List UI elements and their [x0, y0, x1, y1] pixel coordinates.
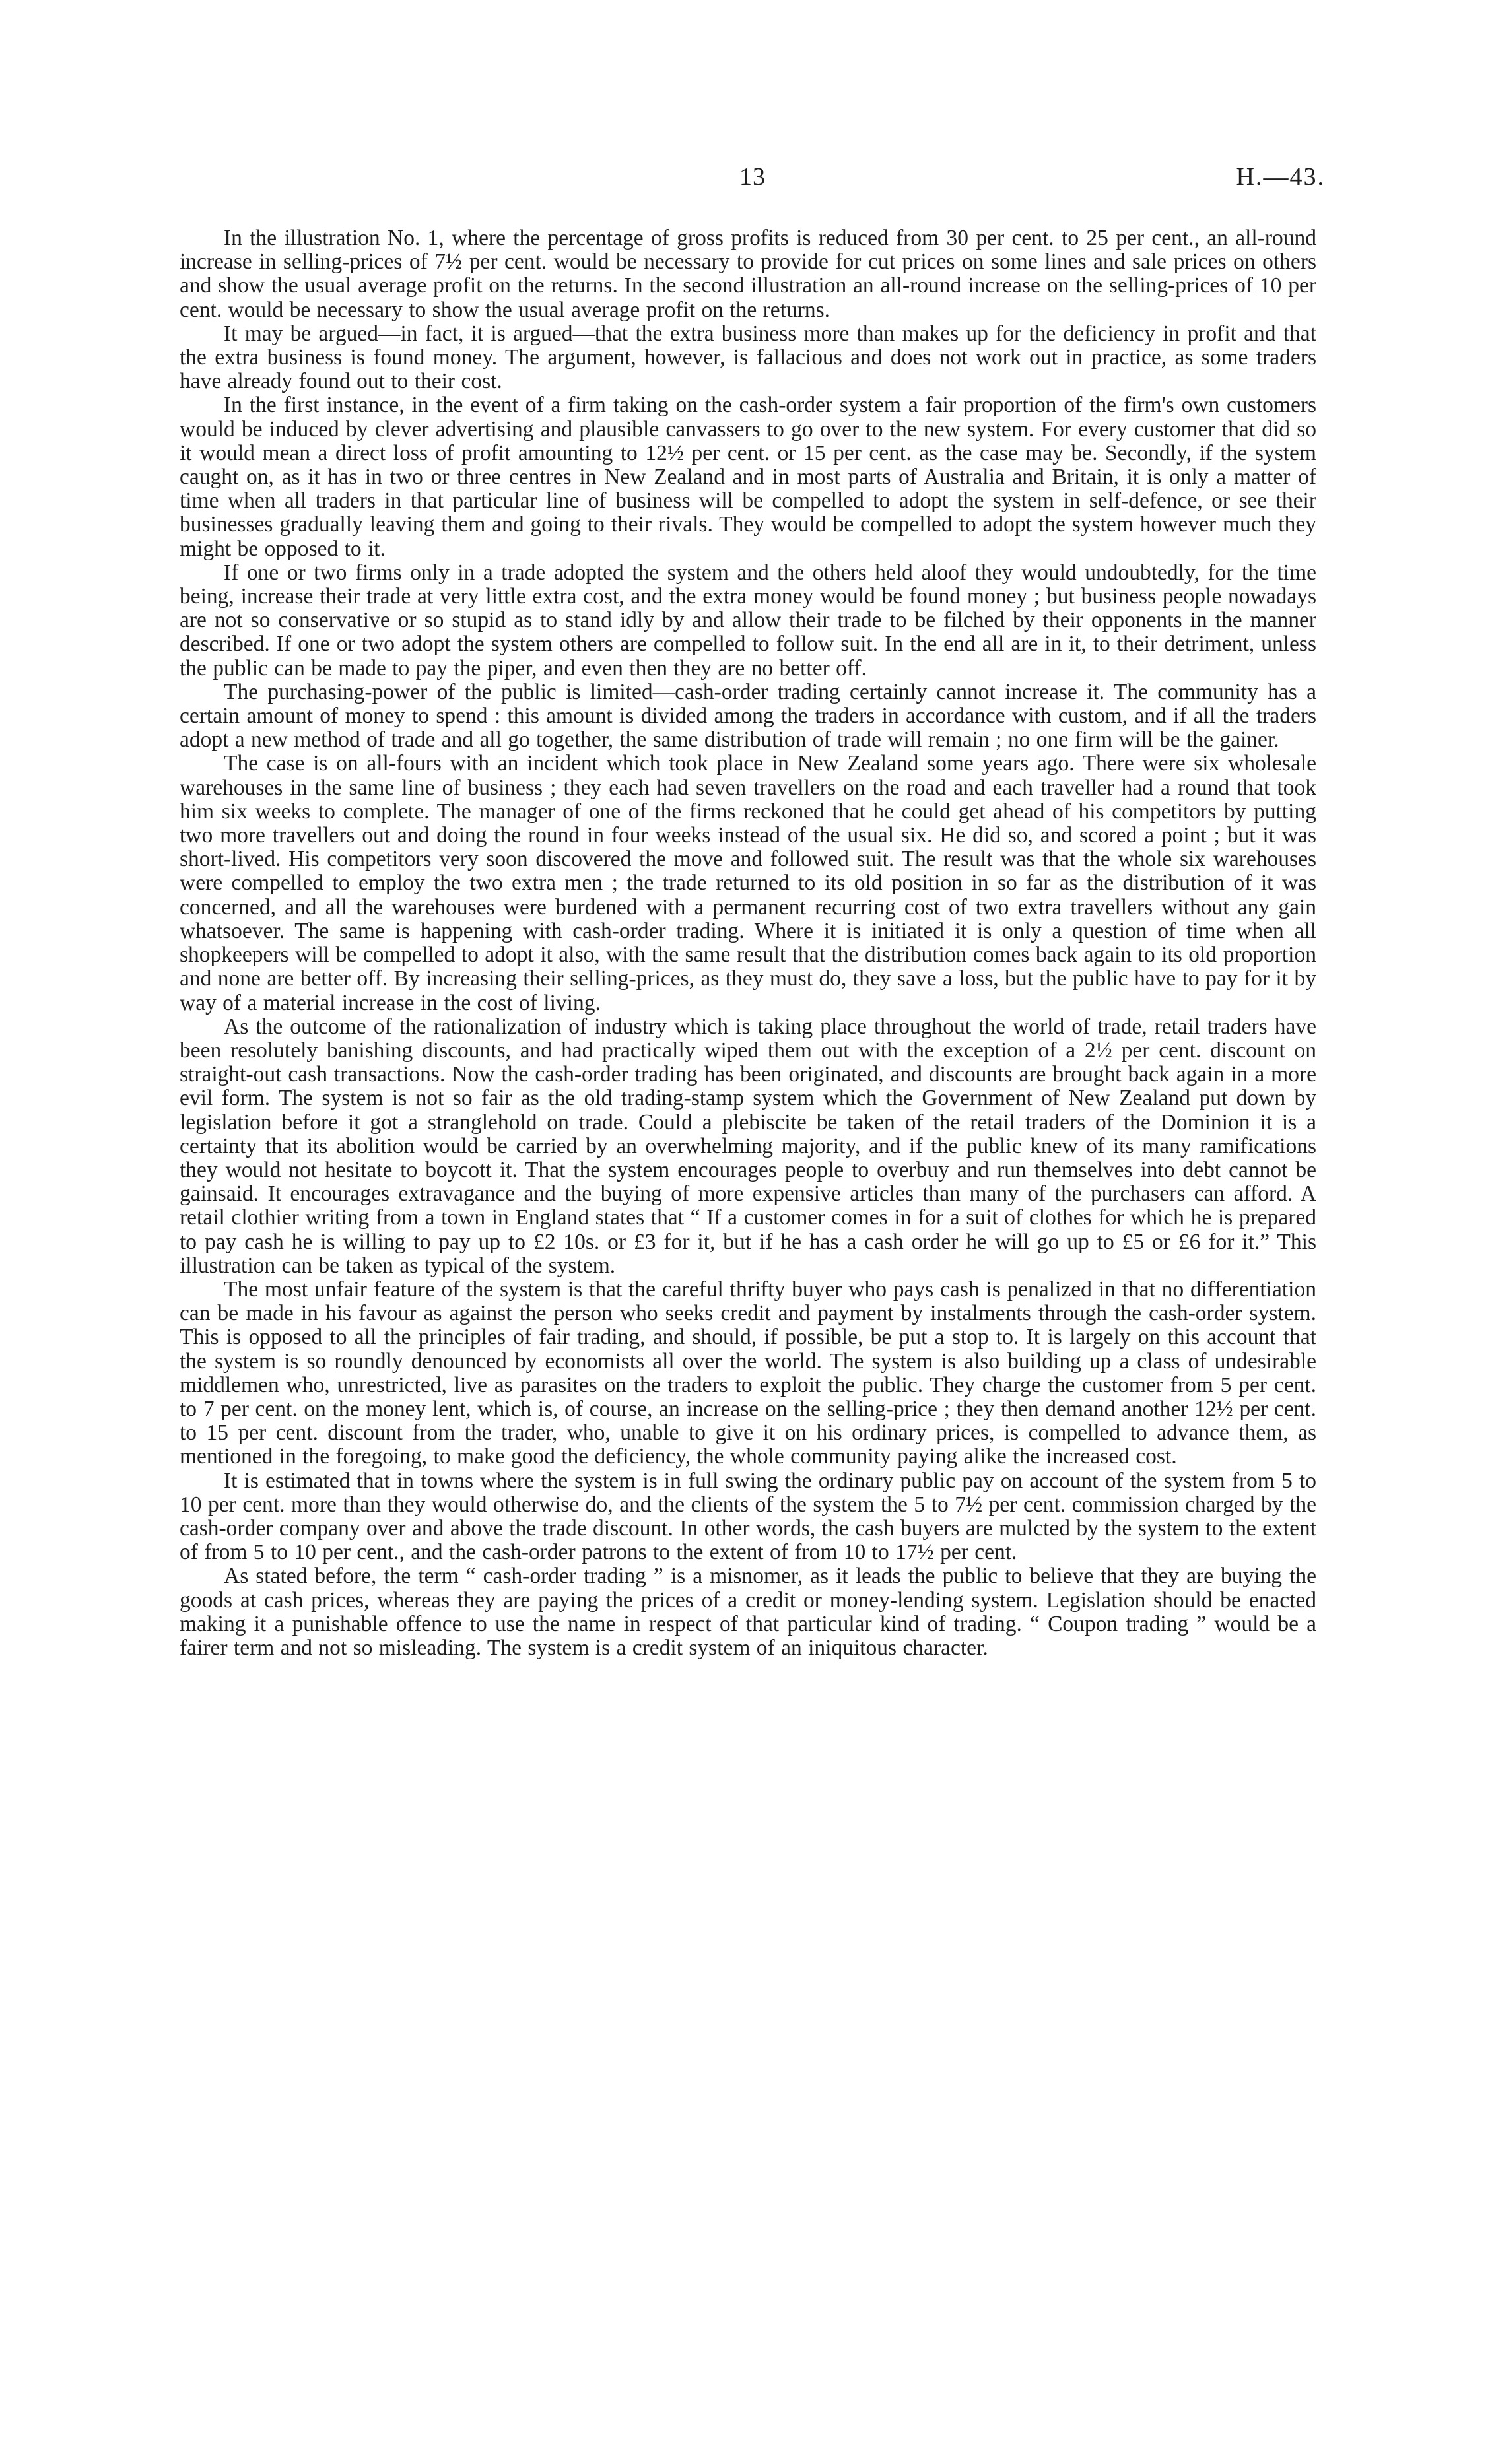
- paragraph: The case is on all-fours with an incident which took place in New Zealand some years ago. There were six wholesale warehouses in the same line of business ; they each had seven travellers on the road and each traveller had a round that took him six weeks to complete. The manager of one of the firms reckoned that he could get ahead of his competitors by putting two more travellers out and doing the round in four weeks instead of the usual six. He did so, and scored a point ; but it was short-lived. His competitors very soon discovered the move and followed suit. The result was that the whole six warehouses were compelled to employ the two extra men ; the trade returned to its old position in so far as the distribution of it was concerned, and all the warehouses were burdened with a permanent recurring cost of two extra travellers without any gain whatsoever. The same is happening with cash-order trading. Where it is initiated it is only a question of time when all shopkeepers will be compelled to adopt it also, with the same result that the distribution comes back again to its old proportion and none are better off. By increasing their selling-prices, as they must do, they save a loss, but the public have to pay for it by way of a material increase in the cost of living.: [180, 751, 1316, 1015]
- document-reference: H.—43.: [1236, 163, 1325, 191]
- paragraph: If one or two firms only in a trade adopted the system and the others held aloof they would undoubtedly, for the time being, increase their trade at very little extra cost, and the extra money would be found money ; but business people nowadays are not so conservative or so stupid as to stand idly by and allow their trade to be filched by their opponents in the manner described. If one or two adopt the system others are compelled to follow suit. In the end all are in it, to their detriment, unless the public can be made to pay the piper, and even then they are no better off.: [180, 560, 1316, 681]
- paragraph: The purchasing-power of the public is limited—cash-order trading certainly cannot increase it. The community has a certain amount of money to spend : this amount is divided among the traders in accordance with custom, and if all the traders adopt a new method of trade and all go together, the same distribution of trade will remain ; no one firm will be the gainer.: [180, 679, 1316, 752]
- paragraph: It may be argued—in fact, it is argued—that the extra business more than makes up for the deficiency in profit and that the extra business is found money. The argument, however, is fallacious and does not work out in practice, as some traders have already found out to their cost.: [180, 321, 1316, 394]
- paragraph: As stated before, the term “ cash-order trading ” is a misnomer, as it leads the public to believe that they are buying the goods at cash prices, whereas they are paying the prices of a credit or money-lending system. Legislation should be enacted making it a punishable offence to use the name in respect of that particular kind of trading. “ Coupon trading ” would be a fairer term and not so misleading. The system is a credit system of an iniquitous character.: [180, 1564, 1316, 1660]
- paragraph: The most unfair feature of the system is that the careful thrifty buyer who pays cash is penalized in that no differentiation can be made in his favour as against the person who seeks credit and payment by instalments through the cash-order system. This is opposed to all the principles of fair trading, and should, if possible, be put a stop to. It is largely on this account that the system is so roundly denounced by economists all over the world. The system is also building up a class of undesirable middlemen who, unrestricted, live as parasites on the traders to exploit the public. They charge the customer from 5 per cent. to 7 per cent. on the money lent, which is, of course, an increase on the selling-price ; they then demand another 12½ per cent. to 15 per cent. discount from the trader, who, unable to give it on his ordinary prices, is compelled to advance them, as mentioned in the foregoing, to make good the deficiency, the whole community paying alike the increased cost.: [180, 1277, 1316, 1469]
- paragraph: In the first instance, in the event of a firm taking on the cash-order system a fair proportion of the firm's own customers would be induced by clever advertising and plausible canvassers to go over to the new system. For every customer that did so it would mean a direct loss of profit amounting to 12½ per cent. or 15 per cent. as the case may be. Secondly, if the system caught on, as it has in two or three centres in New Zealand and in most parts of Australia and Britain, it is only a matter of time when all traders in that particular line of business will be compelled to adopt the system in self-defence, or see their businesses gradually leaving them and going to their rivals. They would be compelled to adopt the system however much they might be opposed to it.: [180, 393, 1316, 561]
- body-text: [180, 226, 1316, 1660]
- paragraph: In the illustration No. 1, where the percentage of gross profits is reduced from 30 per cent. to 25 per cent., an all-round increase in selling-prices of 7½ per cent. would be necessary to provide for cut prices on some lines and sale prices on others and show the usual average profit on the returns. In the second illustration an all-round increase on the selling-prices of 10 per cent. would be necessary to show the usual average profit on the returns.: [180, 226, 1316, 322]
- paragraph: It is estimated that in towns where the system is in full swing the ordinary public pay on account of the system from 5 to 10 per cent. more than they would otherwise do, and the clients of the system the 5 to 7½ per cent. commission charged by the cash-order company over and above the trade discount. In other words, the cash buyers are mulcted by the system to the extent of from 5 to 10 per cent., and the cash-order patrons to the extent of from 10 to 17½ per cent.: [180, 1468, 1316, 1565]
- page-number: 13: [739, 163, 766, 191]
- paragraph: As the outcome of the rationalization of industry which is taking place throughout the world of trade, retail traders have been resolutely banishing discounts, and had practically wiped them out with the exception of a 2½ per cent. discount on straight-out cash transactions. Now the cash-order trading has been originated, and discounts are brought back again in a more evil form. The system is not so fair as the old trading-stamp system which the Government of New Zealand put down by legislation before it got a stranglehold on trade. Could a plebiscite be taken of the retail traders of the Dominion it is a certainty that its abolition would be carried by an overwhelming majority, and if the public knew of its many ramifications they would not hesitate to boycott it. That the system encourages people to overbuy and run themselves into debt cannot be gainsaid. It encourages extravagance and the buying of more expensive articles than many of the purchasers can afford. A retail clothier writing from a town in England states that “ If a customer comes in for a suit of clothes for which he is prepared to pay cash he is willing to pay up to £2 10s. or £3 for it, but if he has a cash order he will go up to £5 or £6 for it.” This illustration can be taken as typical of the system.: [180, 1014, 1316, 1278]
